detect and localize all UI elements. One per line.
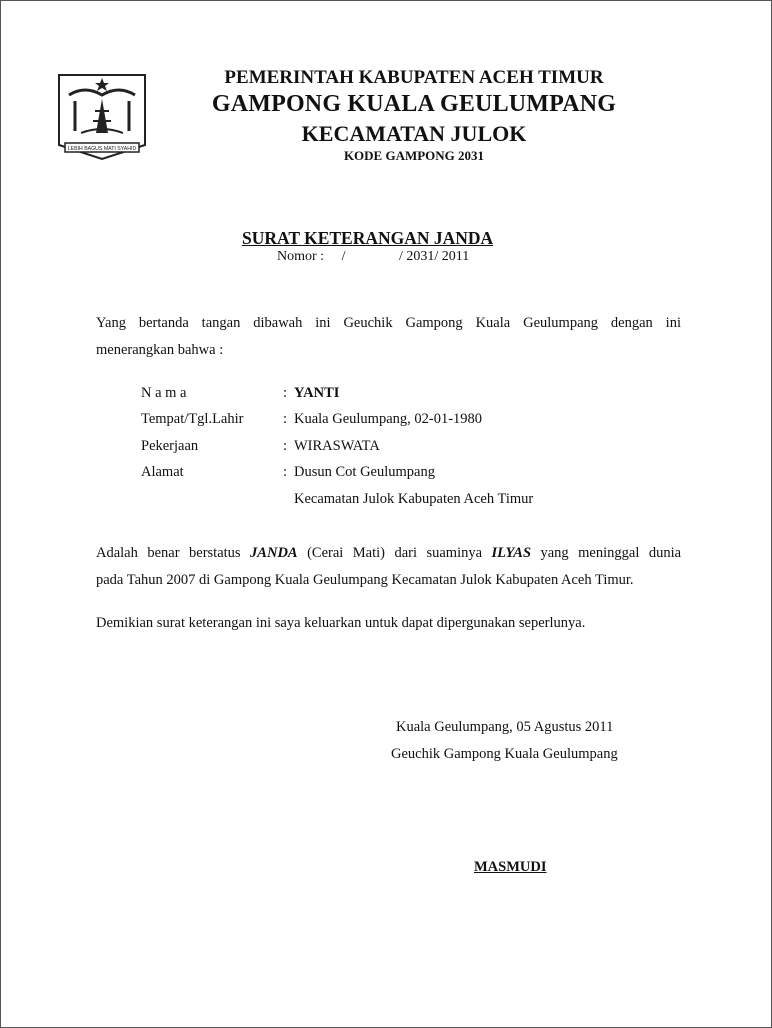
intro-line-2: menerangkan bahwa :	[96, 342, 224, 358]
field-colon: :	[283, 385, 288, 401]
statement-text-b: (Cerai Mati) dari suaminya	[307, 545, 483, 561]
intro-line-1: Yang bertanda tangan dibawah ini Geuchik Gampong Kuala Geulumpang dengan ini	[96, 315, 681, 331]
status-janda: JANDA	[250, 545, 298, 561]
signature-place-date: Kuala Geulumpang, 05 Agustus 2011	[396, 719, 614, 735]
statement-line-1	[96, 540, 681, 567]
nomor-label: Nomor :	[277, 249, 325, 264]
nomor-sep: /	[341, 249, 346, 264]
husband-name: ILYAS	[491, 545, 532, 561]
field-label-address: Alamat	[141, 464, 184, 480]
field-value-address-line2: Kecamatan Julok Kabupaten Aceh Timur	[294, 491, 534, 507]
nomor-suffix: / 2031/ 2011	[398, 249, 470, 264]
field-value-birth: Kuala Geulumpang, 02-01-1980	[294, 411, 483, 427]
statement-line-2: pada Tahun 2007 di Gampong Kuala Geulumpang Kecamatan Julok Kabupaten Aceh Timur.	[96, 572, 634, 588]
field-value-name: YANTI	[294, 385, 340, 401]
field-label-birth: Tempat/Tgl.Lahir	[141, 411, 244, 427]
header-government: PEMERINTAH KABUPATEN ACEH TIMUR	[224, 67, 604, 88]
field-colon: :	[283, 438, 288, 454]
signature-position: Geuchik Gampong Kuala Geulumpang	[391, 746, 618, 762]
field-label-occupation: Pekerjaan	[141, 438, 199, 454]
field-value-address: Dusun Cot Geulumpang	[294, 464, 435, 480]
field-label-name: N a m a	[141, 385, 187, 401]
motto-text: LEBIH BAGUS MATI SYAHID	[67, 146, 137, 152]
header-village: GAMPONG KUALA GEULUMPANG	[211, 91, 617, 117]
field-value-occupation: WIRASWATA	[294, 438, 380, 454]
signatory-name: MASMUDI	[474, 859, 547, 875]
header-district: KECAMATAN JULOK	[301, 121, 527, 146]
field-colon: :	[283, 411, 288, 427]
closing-sentence: Demikian surat keterangan ini saya keluarkan untuk dapat dipergunakan seperlunya.	[96, 615, 586, 631]
statement-text-c: yang meninggal dunia	[540, 545, 682, 561]
letter-number	[277, 249, 469, 265]
letter-title: SURAT KETERANGAN JANDA	[242, 228, 494, 248]
statement-text-a: Adalah benar berstatus	[96, 545, 241, 561]
field-colon: :	[283, 464, 288, 480]
header-village-code: KODE GAMPONG 2031	[343, 148, 485, 163]
